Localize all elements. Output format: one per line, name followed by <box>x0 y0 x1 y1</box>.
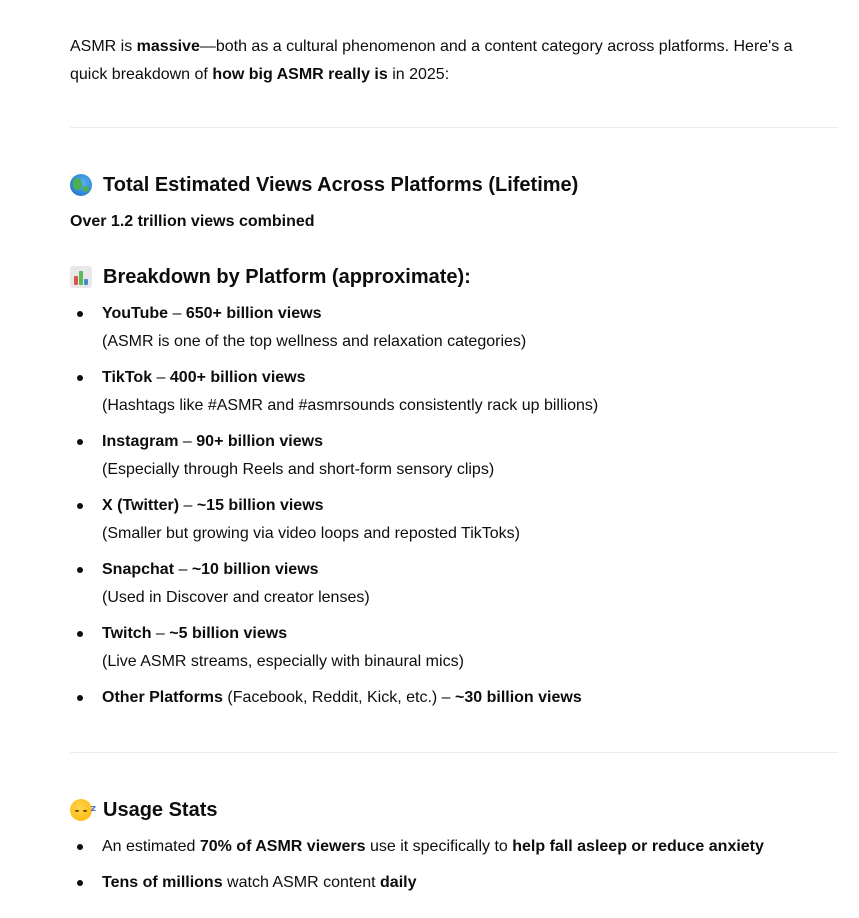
platform-name: X (Twitter) <box>102 497 180 514</box>
divider <box>70 752 838 753</box>
globe-icon <box>70 174 92 196</box>
bullet <box>77 844 83 850</box>
bullet <box>77 631 83 637</box>
platform-note: (Hashtags like #ASMR and #asmrsounds consistently rack up billions) <box>102 397 599 414</box>
platform-note: (Especially through Reels and short-form sensory clips) <box>102 461 495 478</box>
separator: – <box>152 369 170 386</box>
platform-views: ~5 billion views <box>169 625 288 642</box>
bullet <box>77 439 83 445</box>
separator: – <box>178 433 197 450</box>
platform-name: Snapchat <box>102 561 175 578</box>
platform-note: (Smaller but growing via video loops and reposted TikToks) <box>102 525 520 542</box>
intro-bold: how big ASMR really is <box>212 66 388 83</box>
usage-bold: Tens of millions <box>102 874 223 891</box>
platform-name: Twitch <box>102 625 152 642</box>
separator: – <box>168 305 186 322</box>
bullet <box>77 311 83 317</box>
bullet <box>77 880 83 886</box>
separator: – <box>174 561 192 578</box>
divider <box>70 127 838 128</box>
platform-views: ~10 billion views <box>191 561 319 578</box>
platform-name: Instagram <box>102 433 179 450</box>
platform-views: 650+ billion views <box>185 305 322 322</box>
intro-text: in 2025: <box>387 66 450 83</box>
bullet <box>77 695 83 701</box>
bullet <box>77 503 83 509</box>
separator: – <box>151 625 170 642</box>
usage-text: An estimated <box>102 838 200 855</box>
bar-chart-icon <box>70 266 92 288</box>
usage-text: watch ASMR content <box>222 874 381 891</box>
usage-bold: 70% of ASMR viewers <box>199 838 366 855</box>
intro-bold: massive <box>136 38 200 55</box>
intro-paragraph <box>70 33 830 89</box>
platform-views: ~15 billion views <box>196 497 324 514</box>
heading-total-views <box>70 171 578 199</box>
platform-note: (ASMR is one of the top wellness and relaxation categories) <box>102 333 527 350</box>
sleepy-face-icon: z <box>70 799 92 821</box>
bullet <box>77 567 83 573</box>
heading-usage-stats-text: Usage Stats <box>103 799 218 821</box>
heading-usage-stats <box>70 796 218 824</box>
separator: – <box>179 497 197 514</box>
platform-note: (Live ASMR streams, especially with binaural mics) <box>102 653 464 670</box>
platform-views: ~30 billion views <box>455 689 582 706</box>
platform-note: (Used in Discover and creator lenses) <box>102 589 370 606</box>
platform-name: YouTube <box>102 305 169 322</box>
usage-bold: daily <box>380 874 417 891</box>
total-views-value: Over 1.2 trillion views combined <box>70 213 315 230</box>
platform-name: Other Platforms <box>102 689 223 706</box>
platform-views: 400+ billion views <box>169 369 306 386</box>
platform-views: 90+ billion views <box>196 433 323 450</box>
heading-breakdown <box>70 263 471 291</box>
usage-bold: help fall asleep or reduce anxiety <box>512 838 764 855</box>
heading-total-views-text: Total Estimated Views Across Platforms (Lifetime) <box>103 174 579 196</box>
intro-text: —both as a cultural phenomenon and a content category across platforms. Here's a quick breakdown of <box>70 38 793 83</box>
bullet <box>77 375 83 381</box>
heading-breakdown-text: Breakdown by Platform (approximate): <box>103 266 471 288</box>
usage-text: use it specifically to <box>365 838 513 855</box>
separator: (Facebook, Reddit, Kick, etc.) – <box>222 689 456 706</box>
platform-name: TikTok <box>102 369 153 386</box>
intro-text: ASMR is <box>70 38 137 55</box>
